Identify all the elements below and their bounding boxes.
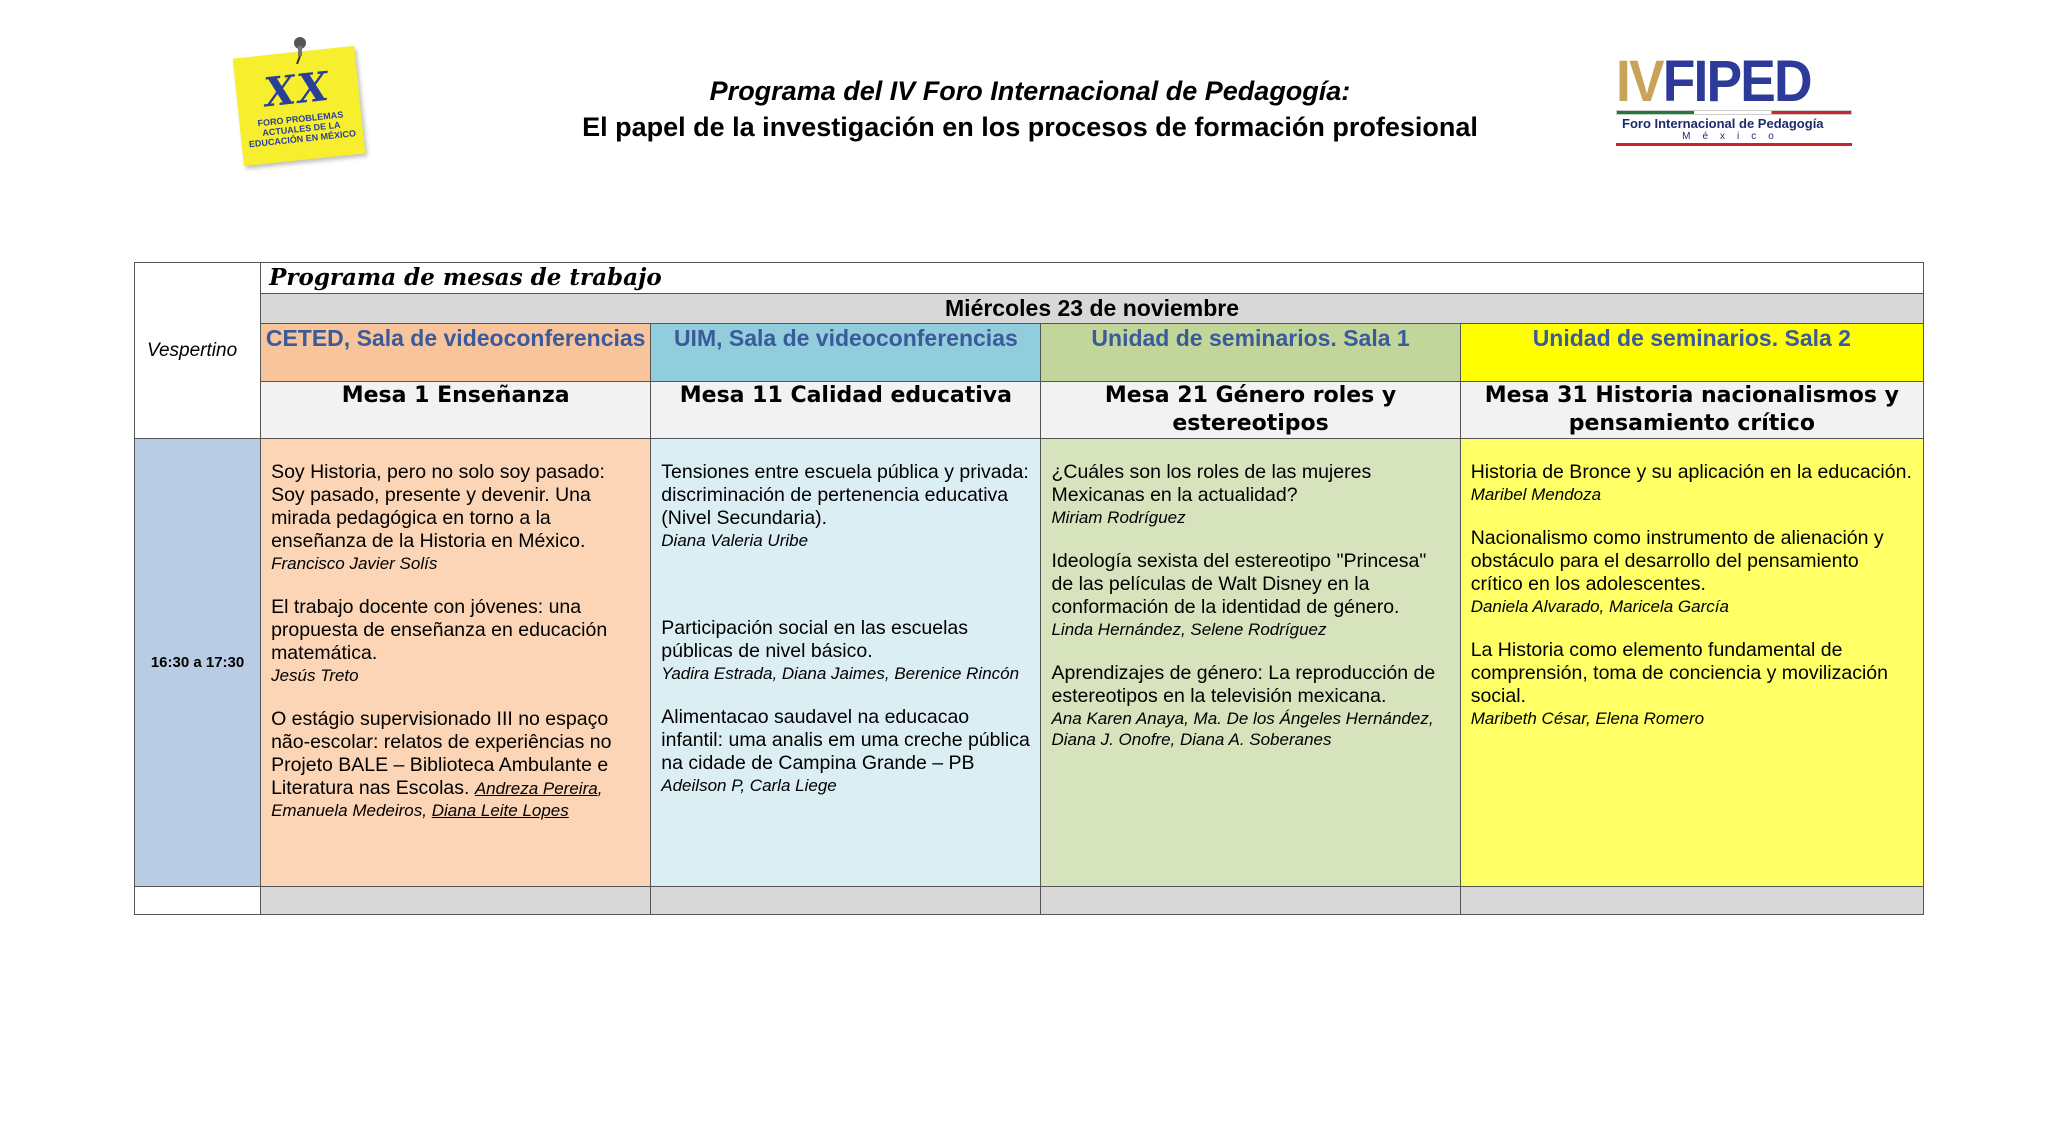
paper-authors: Yadira Estrada, Diana Jaimes, Berenice Rincón [661,664,1020,683]
paper-authors: Adeilson P, Carla Liege [661,776,837,795]
pushpin-icon [292,36,308,64]
mesa-1-content [261,439,651,887]
mesa-header-4: Mesa 31 Historia nacionalismos y pensamiento crítico [1460,382,1923,439]
time-slot: 16:30 a 17:30 [135,439,261,887]
paper-author: Diana Leite Lopes [431,801,569,820]
fiped-wordmark [1616,49,1833,114]
empty-cell [135,887,261,915]
page-title-line2: El papel de la investigación en los procesos de formación profesional [582,112,1478,142]
fiped-logo [1616,49,1852,146]
paper-title: Participación social en las escuelas públicas de nivel básico. [661,617,969,662]
paper-title: Historia de Bronce y su aplicación en la educación. [1470,461,1912,483]
sala-header-3: Unidad de seminarios. Sala 1 [1041,324,1460,382]
paper-authors: Maribel Mendoza [1470,485,1602,504]
logo-fiped: FIPED [1662,49,1811,114]
page-title-line1: Programa del IV Foro Internacional de Pedagogía: [709,76,1351,106]
list-item [1471,461,1913,505]
list-item [661,461,1030,551]
schedule-table [134,262,1924,915]
empty-cell [1041,887,1460,915]
paper-title-with-authors: O estágio supervisionado III no espaço não-escolar: relatos de experiências no Projeto BALE – Biblioteca Ambulante e Literatura nas Escolas. Andreza Pereira, [271,708,612,799]
paper-title: Nacionalismo como instrumento de alienación y obstáculo para el desarrollo del pensamiento crítico en los adolescentes. [1470,527,1884,595]
list-item [1471,639,1913,729]
paper-authors: Jesús Treto [271,666,359,685]
paper-author: Andreza Pereira [474,779,598,798]
paper-title: Alimentacao saudavel na educacao infantil: uma analis em uma creche pública na cidade de Campina Grande – PB [661,706,1030,774]
paper-title: Aprendizajes de género: La reproducción de estereotipos en la televisión mexicana. [1051,662,1436,707]
paper-title: O estágio supervisionado III no espaço não-escolar: relatos de experiências no Projeto BALE – Biblioteca Ambulante e Literatura nas Escolas. [271,708,612,799]
paper-title: El trabajo docente con jóvenes: una propuesta de enseñanza en educación matemática. [271,596,608,664]
list-item [661,617,1030,684]
sala-header-1: CETED, Sala de videoconferencias [261,324,651,382]
session-label: Vespertino [135,263,261,439]
mesa-31-content [1460,439,1923,887]
paper-authors: Linda Hernández, Selene Rodríguez [1051,620,1327,639]
sala-header-2: UIM, Sala de videoconferencias [651,324,1041,382]
paper-authors: Diana Valeria Uribe [661,531,809,550]
paper-authors: Maribeth César, Elena Romero [1470,709,1705,728]
list-item [271,461,640,574]
table-name: Programa de mesas de trabajo [261,263,1924,294]
logo-country: México [1682,131,1786,142]
paper-authors: Francisco Javier Solís [271,554,438,573]
day-header: Miércoles 23 de noviembre [261,294,1924,324]
paper-title: Soy Historia, pero no solo soy pasado: Soy pasado, presente y devenir. Una mirada pedagógica en torno a la enseñanza de la Historia en México. [271,461,605,552]
paper-title: Ideología sexista del estereotipo "Princesa" de las películas de Walt Disney en la conformación de la identidad de género. [1051,550,1427,618]
list-item [271,596,640,686]
logo-subtitle: Foro Internacional de Pedagogía [1622,116,1824,131]
list-item [271,708,640,821]
logo-caption: FORO PROBLEMAS ACTUALES DE LA EDUCACIÓN EN MÉXICO [248,109,357,150]
paper-authors: Emanuela Medeiros, Diana Leite Lopes [271,801,569,820]
logo-roman-numeral: XX [261,62,333,117]
empty-cell [651,887,1041,915]
mesa-header-2: Mesa 11 Calidad educativa [651,382,1041,439]
paper-title: La Historia como elemento fundamental de comprensión, toma de conciencia y movilización social. [1470,639,1888,707]
paper-authors: Miriam Rodríguez [1051,508,1186,527]
logo-iv: IV [1616,49,1663,114]
mesa-21-content [1041,439,1460,887]
empty-cell [261,887,651,915]
empty-cell [1460,887,1923,915]
list-item [1051,550,1449,640]
paper-authors: Ana Karen Anaya, Ma. De los Ángeles Hernández, Diana J. Onofre, Diana A. Soberanes [1051,709,1434,749]
paper-authors: Daniela Alvarado, Maricela García [1470,597,1729,616]
list-item [1471,527,1913,617]
sala-header-4: Unidad de seminarios. Sala 2 [1460,324,1923,382]
paper-title: ¿Cuáles son los roles de las mujeres Mexicanas en la actualidad? [1051,461,1372,506]
list-item [1051,662,1449,750]
paper-author: Emanuela Medeiros [271,801,423,820]
mesa-11-content [651,439,1041,887]
list-item [1051,461,1449,528]
paper-title: Tensiones entre escuela pública y privada: discriminación de pertenencia educativa (Nivel Secundaria). [661,461,1029,529]
list-item [661,706,1030,796]
mesa-header-3: Mesa 21 Género roles y estereotipos [1041,382,1460,439]
mesa-header-1: Mesa 1 Enseñanza [261,382,651,439]
logo-red-stripe [1616,143,1852,146]
